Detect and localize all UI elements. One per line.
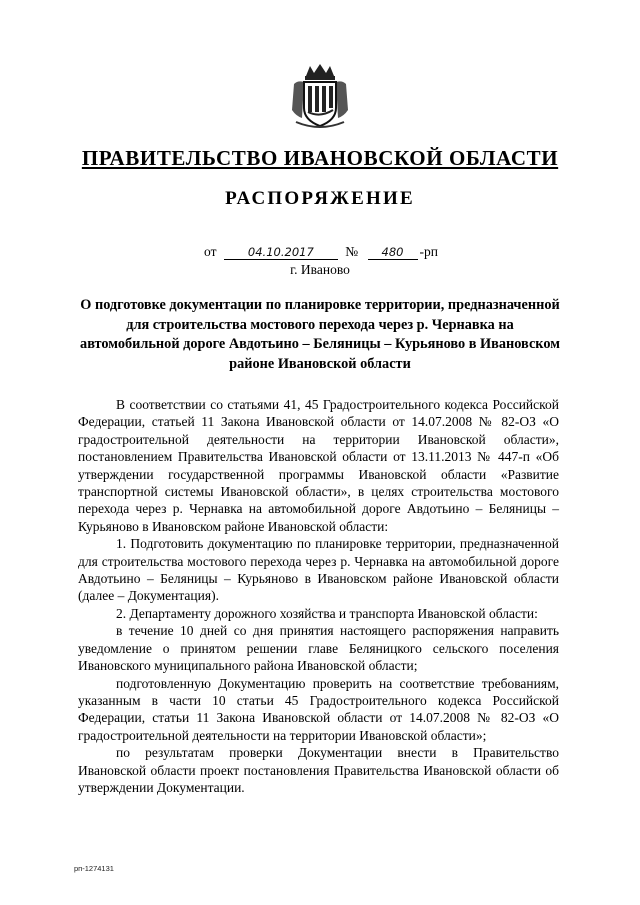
paragraph: 1. Подготовить документацию по планировке территории, предназначенной для строительства мостового перехода через р. Чернавка на автомобильной дороге Авдотьино – Беляницы – Курьяново в Ивановском районе Ивановской области (далее – Документация).: [78, 536, 559, 604]
paragraph: в течение 10 дней со дня принятия настоящего распоряжения направить уведомление о принятом решении главе Беляницкого сельского поселения Ивановского муниципального района Ивановской области;: [78, 623, 559, 674]
from-label: от: [204, 244, 217, 259]
document-subject: О подготовке документации по планировке территории, предназначенной для строительства мостового перехода через р. Чернавка на автомобильной дороге Авдотьино – Беляницы – Курьяново в Ивановском районе Ивановской области: [80, 297, 560, 372]
document-number: 480: [368, 246, 418, 260]
paragraph: подготовленную Документацию проверить на соответствие требованиям, указанным в части 10 статьи 45 Градостроительного кодекса Российской Федерации, статьи 11 Закона Ивановской области от 14.07.2008 № 82-ОЗ «О градостроительной деятельности на территории Ивановской области»;: [78, 675, 559, 743]
number-label: №: [345, 244, 359, 259]
number-suffix: -рп: [419, 244, 438, 259]
document-date: 04.10.2017: [224, 246, 338, 260]
ivanovo-coat-of-arms-icon: [288, 62, 352, 130]
government-title: ПРАВИТЕЛЬСТВО ИВАНОВСКОЙ ОБЛАСТИ: [81, 146, 559, 170]
registry-code: рп-1274131: [74, 864, 114, 873]
date-number-line: [204, 244, 438, 260]
document-body: [78, 396, 559, 796]
paragraph: 2. Департаменту дорожного хозяйства и транспорта Ивановской области:: [116, 605, 538, 621]
document-type: РАСПОРЯЖЕНИЕ: [225, 188, 415, 209]
city: г. Иваново: [290, 262, 350, 277]
paragraph: по результатам проверки Документации внести в Правительство Ивановской области проект постановления Правительства Ивановской области об утверждении Документации.: [78, 745, 559, 795]
paragraph: В соответствии со статьями 41, 45 Градостроительного кодекса Российской Федерации, статьей 11 Закона Ивановской области от 14.07.2008 № 82-ОЗ «О градостроительной деятельности на территории Ивановской области», постановлением Правительства Ивановской области от 13.11.2013 № 447-п «Об утверждении государственной программы Ивановской области «Развитие транспортной системы Ивановской области», в целях строительства мостового перехода через р. Чернавка на автомобильной дороге Авдотьино – Беляницы – Курьяново в Ивановском районе Ивановской области:: [78, 397, 559, 534]
